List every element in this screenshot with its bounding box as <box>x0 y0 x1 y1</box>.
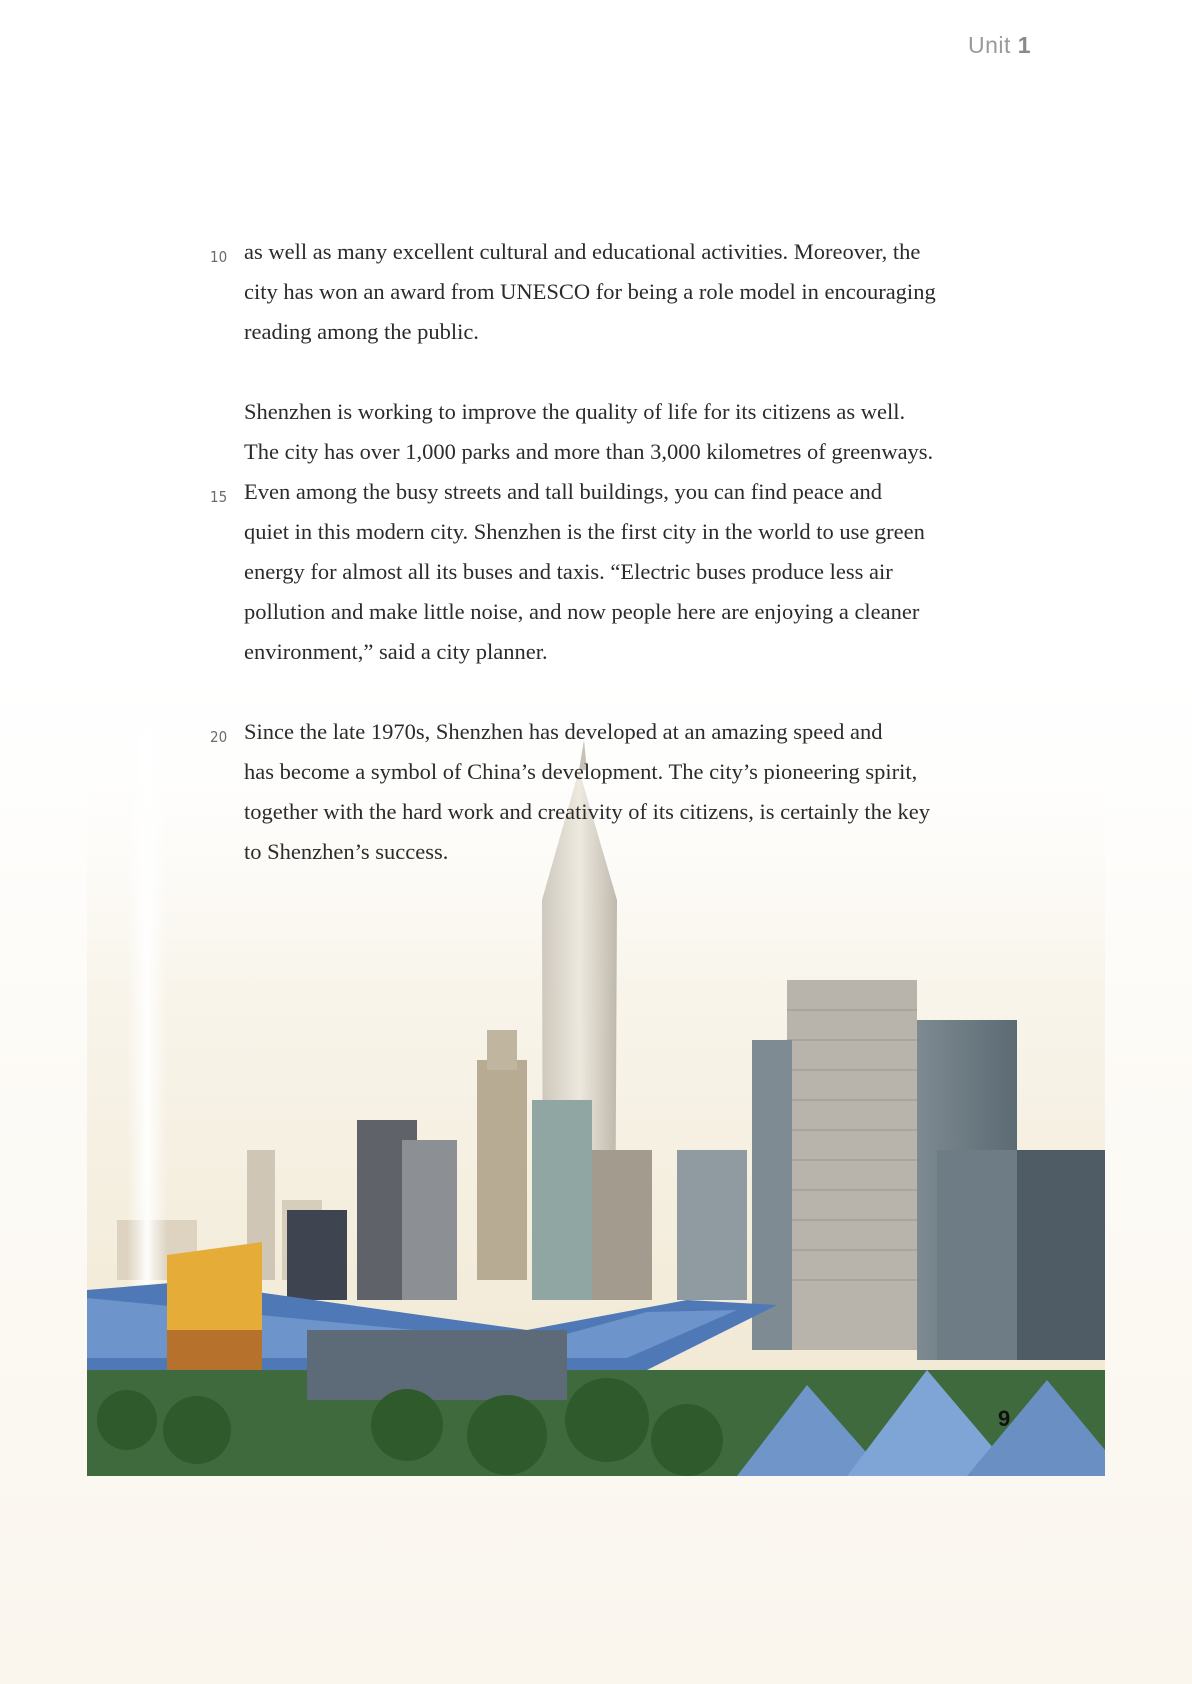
text-line: to Shenzhen’s success. <box>244 839 449 864</box>
text-line: Since the late 1970s, Shenzhen has developed at an amazing speed and <box>244 719 883 744</box>
text-line: pollution and make little noise, and now people here are enjoying a cleaner <box>244 599 920 624</box>
text-line: The city has over 1,000 parks and more than 3,000 kilometres of greenways. <box>244 439 934 464</box>
text-line: has become a symbol of China’s development. The city’s pioneering spirit, <box>244 759 918 784</box>
unit-label: Unit <box>968 32 1011 58</box>
text-line: as well as many excellent cultural and educational activities. Moreover, the <box>244 239 921 264</box>
text-line: energy for almost all its buses and taxis. “Electric buses produce less air <box>244 559 893 584</box>
text-line: Even among the busy streets and tall buildings, you can find peace and <box>244 479 882 504</box>
text-line: together with the hard work and creativity of its citizens, is certainly the key <box>244 799 931 824</box>
unit-header <box>968 32 1031 59</box>
text-line: reading among the public. <box>244 319 479 344</box>
unit-number: 1 <box>1017 32 1032 58</box>
line-number-10: 10 <box>210 248 228 266</box>
page-number: 9 <box>998 1406 1011 1431</box>
line-number-15: 15 <box>210 488 228 506</box>
text-line: environment,” said a city planner. <box>244 639 548 664</box>
text-line: quiet in this modern city. Shenzhen is the first city in the world to use green <box>244 519 925 544</box>
text-line: city has won an award from UNESCO for being a role model in encouraging <box>244 279 936 304</box>
text-line: Shenzhen is working to improve the quality of life for its citizens as well. <box>244 399 906 424</box>
